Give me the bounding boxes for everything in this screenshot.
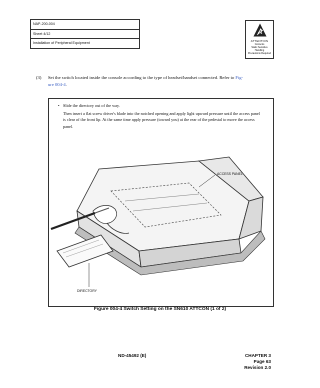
step-text — [48, 74, 270, 88]
bullet-main: Slide the directory out of the way. — [63, 103, 120, 108]
figure-box — [48, 98, 274, 307]
esd-warning-icon — [253, 23, 267, 38]
figure-caption: Figure 004-4 Switch Setting on the SN610 ATTCON (1 of 2) — [93, 307, 227, 312]
header-table — [30, 19, 140, 49]
attention-line: Static Sensitive — [251, 46, 268, 49]
attention-box — [245, 20, 274, 59]
step-number: (3) — [36, 75, 42, 80]
footer-page-info — [244, 353, 271, 372]
footer-revision: Revision 2.0 — [244, 365, 271, 371]
attention-title: ATTENTION — [250, 39, 269, 43]
bullet-sub: Then insert a flat screw driver's blade into the notched opening and apply light upward pressure until the access panel is clear of the front lip. At the same time apply pressure (toward you) at the rear of the pedestal to move the access panel. — [63, 111, 260, 129]
instruction-bullet — [58, 103, 263, 131]
figure-link[interactable]: Fig- — [235, 75, 244, 80]
directory-label: DIRECTORY — [77, 289, 97, 293]
attention-line: Precautions Required — [248, 52, 271, 55]
figure-link[interactable]: ure 004-4 — [48, 82, 66, 87]
attention-line: Handling — [254, 49, 265, 52]
bullet-icon: • — [58, 103, 60, 108]
section-title: Installation of Peripheral Equipment — [31, 38, 139, 48]
doc-number: NAP-200-004 — [33, 22, 55, 26]
step-end: . — [65, 82, 67, 87]
access-panel-label: ACCESS PANEL — [217, 172, 243, 176]
footer-doc-number: ND-45492 (E) — [118, 353, 147, 358]
step-body: Set the switch located inside the console according to the type of headset/handset connected. Refer to — [48, 75, 236, 80]
footer-page: Page 63 — [253, 359, 271, 365]
console-illustration — [49, 139, 273, 306]
attention-line: Contents — [254, 43, 265, 46]
sheet-number: Sheet 4/12 — [31, 29, 139, 39]
footer-chapter: CHAPTER 3 — [244, 353, 271, 358]
